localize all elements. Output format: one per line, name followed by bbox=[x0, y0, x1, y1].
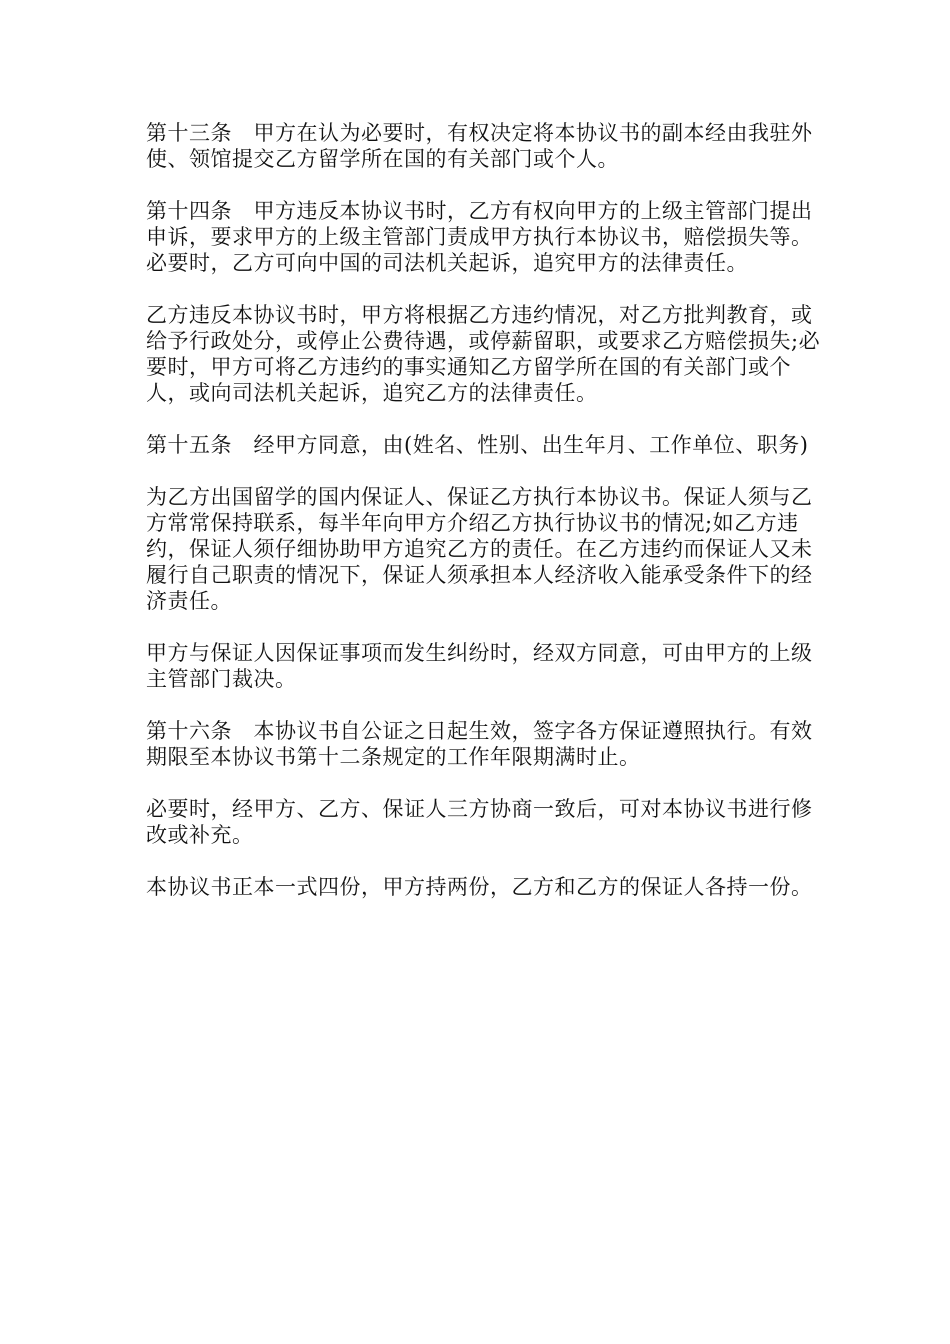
amendment-paragraph: 必要时，经甲方、乙方、保证人三方协商一致后，可对本协议书进行修改或补充。 bbox=[146, 797, 813, 847]
copies-paragraph: 本协议书正本一式四份，甲方持两份，乙方和乙方的保证人各持一份。 bbox=[146, 875, 813, 899]
party-b-breach-paragraph: 乙方违反本协议书时，甲方将根据乙方违约情况，对乙方批判教育，或给予行政处分，或停止公费待遇，或停薪留职，或要求乙方赔偿损失;必要时，甲方可将乙方违约的事实通知乙方留学所在国的有关部门或个人，或向司法机关起诉，追究乙方的法律责任。 bbox=[146, 303, 821, 405]
article-14-paragraph: 第十四条 甲方违反本协议书时，乙方有权向甲方的上级主管部门提出申诉，要求甲方的上级主管部门责成甲方执行本协议书，赔偿损失等。必要时，乙方可向中国的司法机关起诉，追究甲方的法律责任。 bbox=[146, 199, 813, 275]
article-16-paragraph: 第十六条 本协议书自公证之日起生效，签字各方保证遵照执行。有效期限至本协议书第十二条规定的工作年限期满时止。 bbox=[146, 719, 813, 769]
guarantor-dispute-paragraph: 甲方与保证人因保证事项而发生纠纷时，经双方同意，可由甲方的上级主管部门裁决。 bbox=[146, 641, 813, 691]
document-body bbox=[146, 120, 826, 926]
article-13-paragraph: 第十三条 甲方在认为必要时，有权决定将本协议书的副本经由我驻外使、领馆提交乙方留学所在国的有关部门或个人。 bbox=[146, 121, 813, 171]
guarantor-duties-paragraph: 为乙方出国留学的国内保证人、保证乙方执行本协议书。保证人须与乙方常常保持联系，每半年向甲方介绍乙方执行协议书的情况;如乙方违约，保证人须仔细协助甲方追究乙方的责任。在乙方违约而保证人又未履行自己职责的情况下，保证人须承担本人经济收入能承受条件下的经济责任。 bbox=[146, 485, 813, 613]
article-15-paragraph: 第十五条 经甲方同意，由(姓名、性别、出生年月、工作单位、职务) bbox=[146, 433, 809, 457]
